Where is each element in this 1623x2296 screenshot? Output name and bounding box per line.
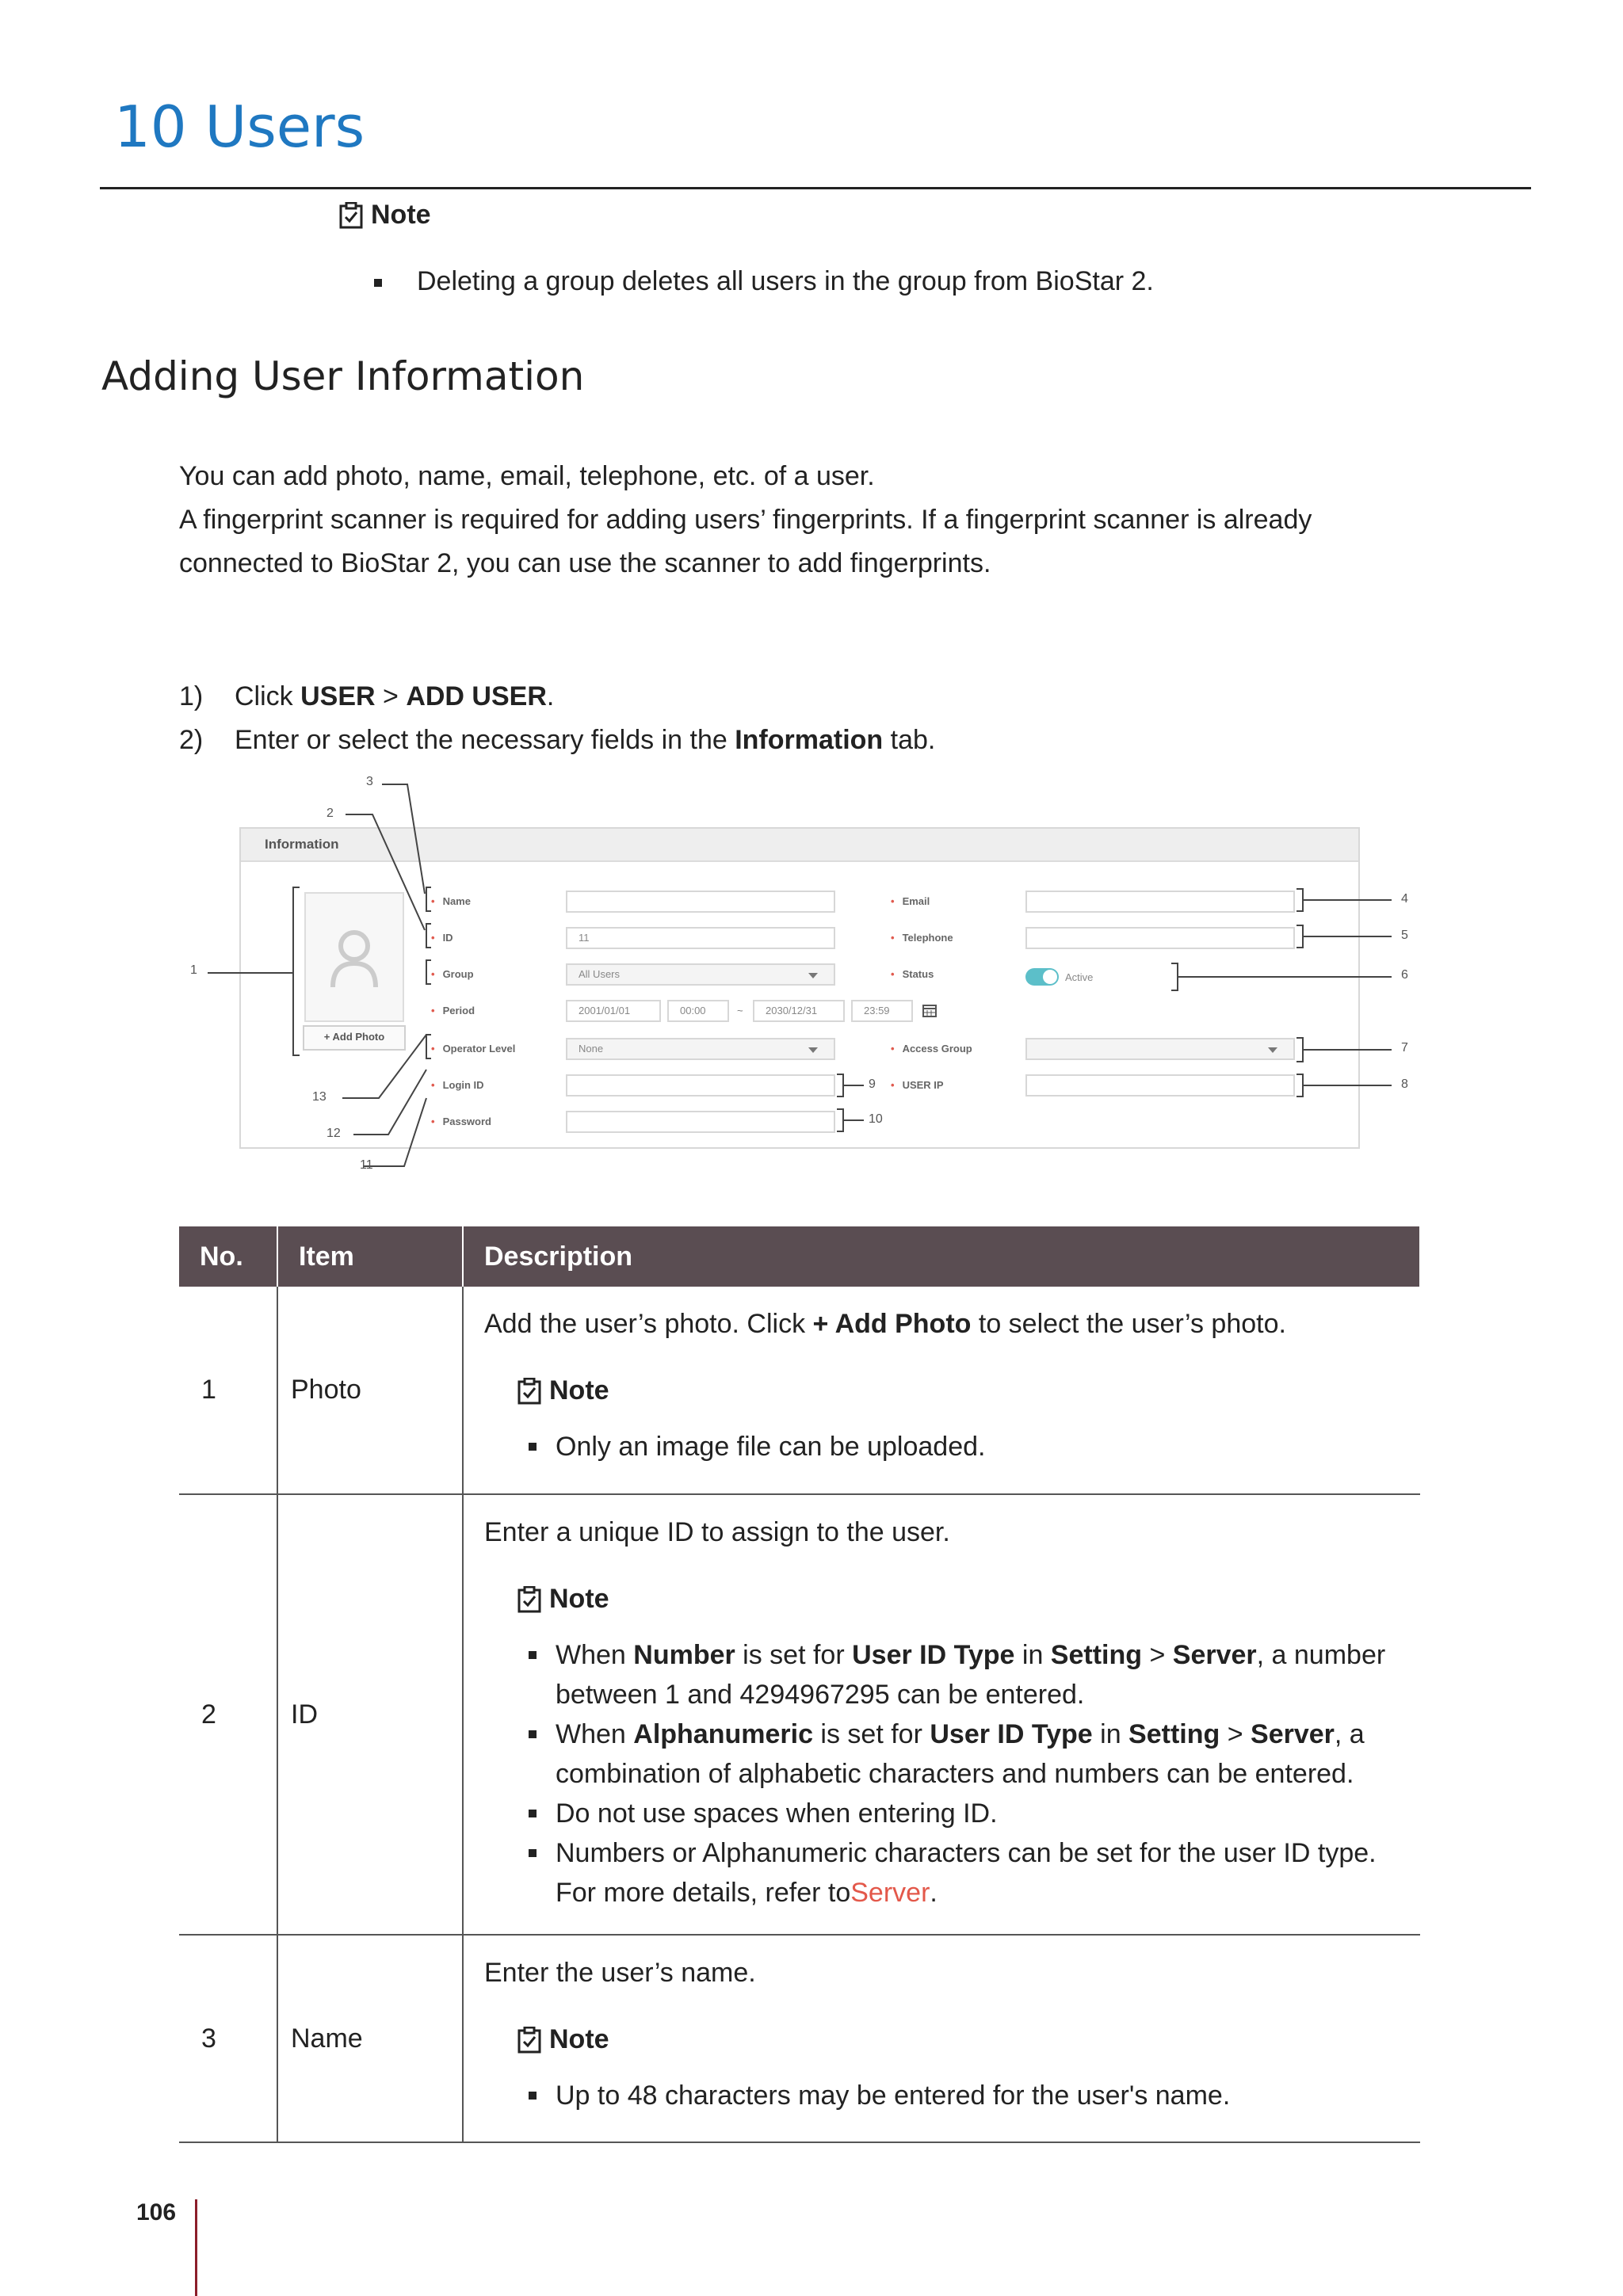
intro-paragraph (179, 455, 1312, 585)
menu-user: USER (300, 681, 376, 711)
label-email: • Email (891, 895, 930, 907)
step-text: Click (235, 681, 301, 711)
label-status: • Status (891, 968, 934, 980)
description-text: Enter a unique ID to assign to the user. (484, 1517, 950, 1547)
row-description (463, 1494, 1420, 1935)
period-end-date[interactable]: 2030/12/31 (753, 1000, 845, 1022)
callout-lines (0, 761, 1623, 1173)
description-text: Add the user’s photo. Click + Add Photo to select the user’s photo. (484, 1309, 1286, 1339)
top-note-bullet (374, 266, 1154, 297)
note-bullet: Do not use spaces when entering ID. (556, 1794, 1420, 1833)
description-text: Enter the user’s name. (484, 1958, 756, 1988)
section-title: Adding User Information (101, 353, 585, 399)
note-bullet: When Number is set for User ID Type in Setting > Server, a number (556, 1635, 1420, 1675)
label-period: • Period (431, 1005, 475, 1016)
intro-line: A fingerprint scanner is required for adding users’ fingerprints. If a fingerprint scanner is already (179, 505, 1312, 535)
note-bullet-cont: For more details, refer to Server . (556, 1873, 1420, 1913)
label-operator-level: • Operator Level (431, 1043, 516, 1055)
page-number: 106 (136, 2199, 177, 2225)
server-link[interactable]: Server (850, 1878, 930, 1908)
step-number: 2) (179, 725, 204, 755)
label-telephone: • Telephone (891, 932, 953, 944)
bullet-square (374, 279, 382, 287)
row-no: 2 (179, 1494, 277, 1935)
note-bullet: Only an image file can be uploaded. (556, 1427, 1420, 1466)
callout-1: 1 (190, 963, 197, 977)
label-user-ip: • USER IP (891, 1079, 944, 1091)
row-note-heading: Note (517, 1584, 1420, 1615)
tab-information-ref: Information (735, 725, 884, 755)
header-description: Description (463, 1226, 1420, 1287)
callout-6: 6 (1401, 968, 1408, 982)
row-note-bullets (556, 2076, 1420, 2115)
callout-11: 11 (360, 1158, 373, 1172)
callout-13: 13 (312, 1090, 327, 1104)
label-name: • Name (431, 895, 471, 907)
period-start-date[interactable]: 2001/01/01 (566, 1000, 661, 1022)
callout-10: 10 (869, 1112, 883, 1126)
label-password: • Password (431, 1116, 491, 1127)
row-no: 3 (179, 1935, 277, 2142)
row-note-bullets (556, 1427, 1420, 1466)
intro-line: connected to BioStar 2, you can use the scanner to add fingerprints. (179, 548, 991, 578)
row-description (463, 1287, 1420, 1494)
clipboard-check-icon (517, 1586, 541, 1613)
period-separator: ~ (737, 1005, 743, 1016)
step-text: Enter or select the necessary fields in the (235, 725, 735, 755)
note-label: Note (371, 200, 431, 230)
table-row (179, 1935, 1420, 2142)
callout-9: 9 (869, 1077, 876, 1091)
operator-level-select[interactable]: None (566, 1038, 835, 1060)
label-access-group: • Access Group (891, 1043, 972, 1055)
header-no: No. (179, 1226, 277, 1287)
menu-add-user: ADD USER (406, 681, 547, 711)
callout-5: 5 (1401, 929, 1408, 942)
id-input[interactable]: 11 (566, 927, 835, 949)
row-note-heading: Note (517, 2024, 1420, 2055)
step-1 (179, 681, 554, 712)
note-bullet: Up to 48 characters may be entered for the user's name. (556, 2076, 1420, 2115)
period-end-time[interactable]: 23:59 (851, 1000, 913, 1022)
step-text: > (375, 681, 407, 711)
note-bullet-cont: between 1 and 4294967295 can be entered. (556, 1680, 1085, 1710)
chapter-title: 10 Users (114, 93, 365, 160)
row-item: Name (277, 1935, 463, 2142)
header-item: Item (277, 1226, 463, 1287)
add-photo-button[interactable]: + Add Photo (303, 1025, 406, 1051)
callout-4: 4 (1401, 892, 1408, 906)
label-id: • ID (431, 932, 453, 944)
row-item: Photo (277, 1287, 463, 1494)
top-note-text: Deleting a group deletes all users in the group from BioStar 2. (417, 266, 1154, 296)
step-text: tab. (883, 725, 936, 755)
label-group: • Group (431, 968, 474, 980)
callout-2: 2 (327, 807, 334, 820)
step-number: 1) (179, 681, 204, 711)
note-bullet: When Alphanumeric is set for User ID Type in Setting > Server, a (556, 1714, 1420, 1754)
note-bullet: Numbers or Alphanumeric characters can be set for the user ID type. (556, 1833, 1420, 1873)
label-login-id: • Login ID (431, 1079, 484, 1091)
callout-12: 12 (327, 1127, 341, 1140)
figure-tab-title: Information (265, 837, 339, 852)
footer-accent-bar (195, 2199, 197, 2296)
header-rule (100, 187, 1531, 189)
callout-3: 3 (366, 775, 373, 788)
fields-table (179, 1226, 1420, 2143)
clipboard-check-icon (339, 202, 363, 229)
callout-7: 7 (1401, 1041, 1408, 1055)
row-no: 1 (179, 1287, 277, 1494)
intro-line: You can add photo, name, email, telephone, etc. of a user. (179, 461, 875, 491)
row-description (463, 1935, 1420, 2142)
row-note-heading: Note (517, 1375, 1420, 1406)
step-2 (179, 725, 935, 756)
clipboard-check-icon (517, 2027, 541, 2054)
note-bullet-cont: combination of alphabetic characters and numbers can be entered. (556, 1759, 1354, 1789)
row-note-bullets (556, 1635, 1420, 1913)
table-row (179, 1494, 1420, 1935)
top-note-heading (339, 200, 431, 231)
status-value: Active (1065, 971, 1094, 983)
row-item: ID (277, 1494, 463, 1935)
clipboard-check-icon (517, 1378, 541, 1405)
table-row (179, 1287, 1420, 1494)
callout-8: 8 (1401, 1077, 1408, 1091)
step-text: . (546, 681, 555, 711)
group-select[interactable]: All Users (566, 963, 835, 986)
period-start-time[interactable]: 00:00 (667, 1000, 729, 1022)
